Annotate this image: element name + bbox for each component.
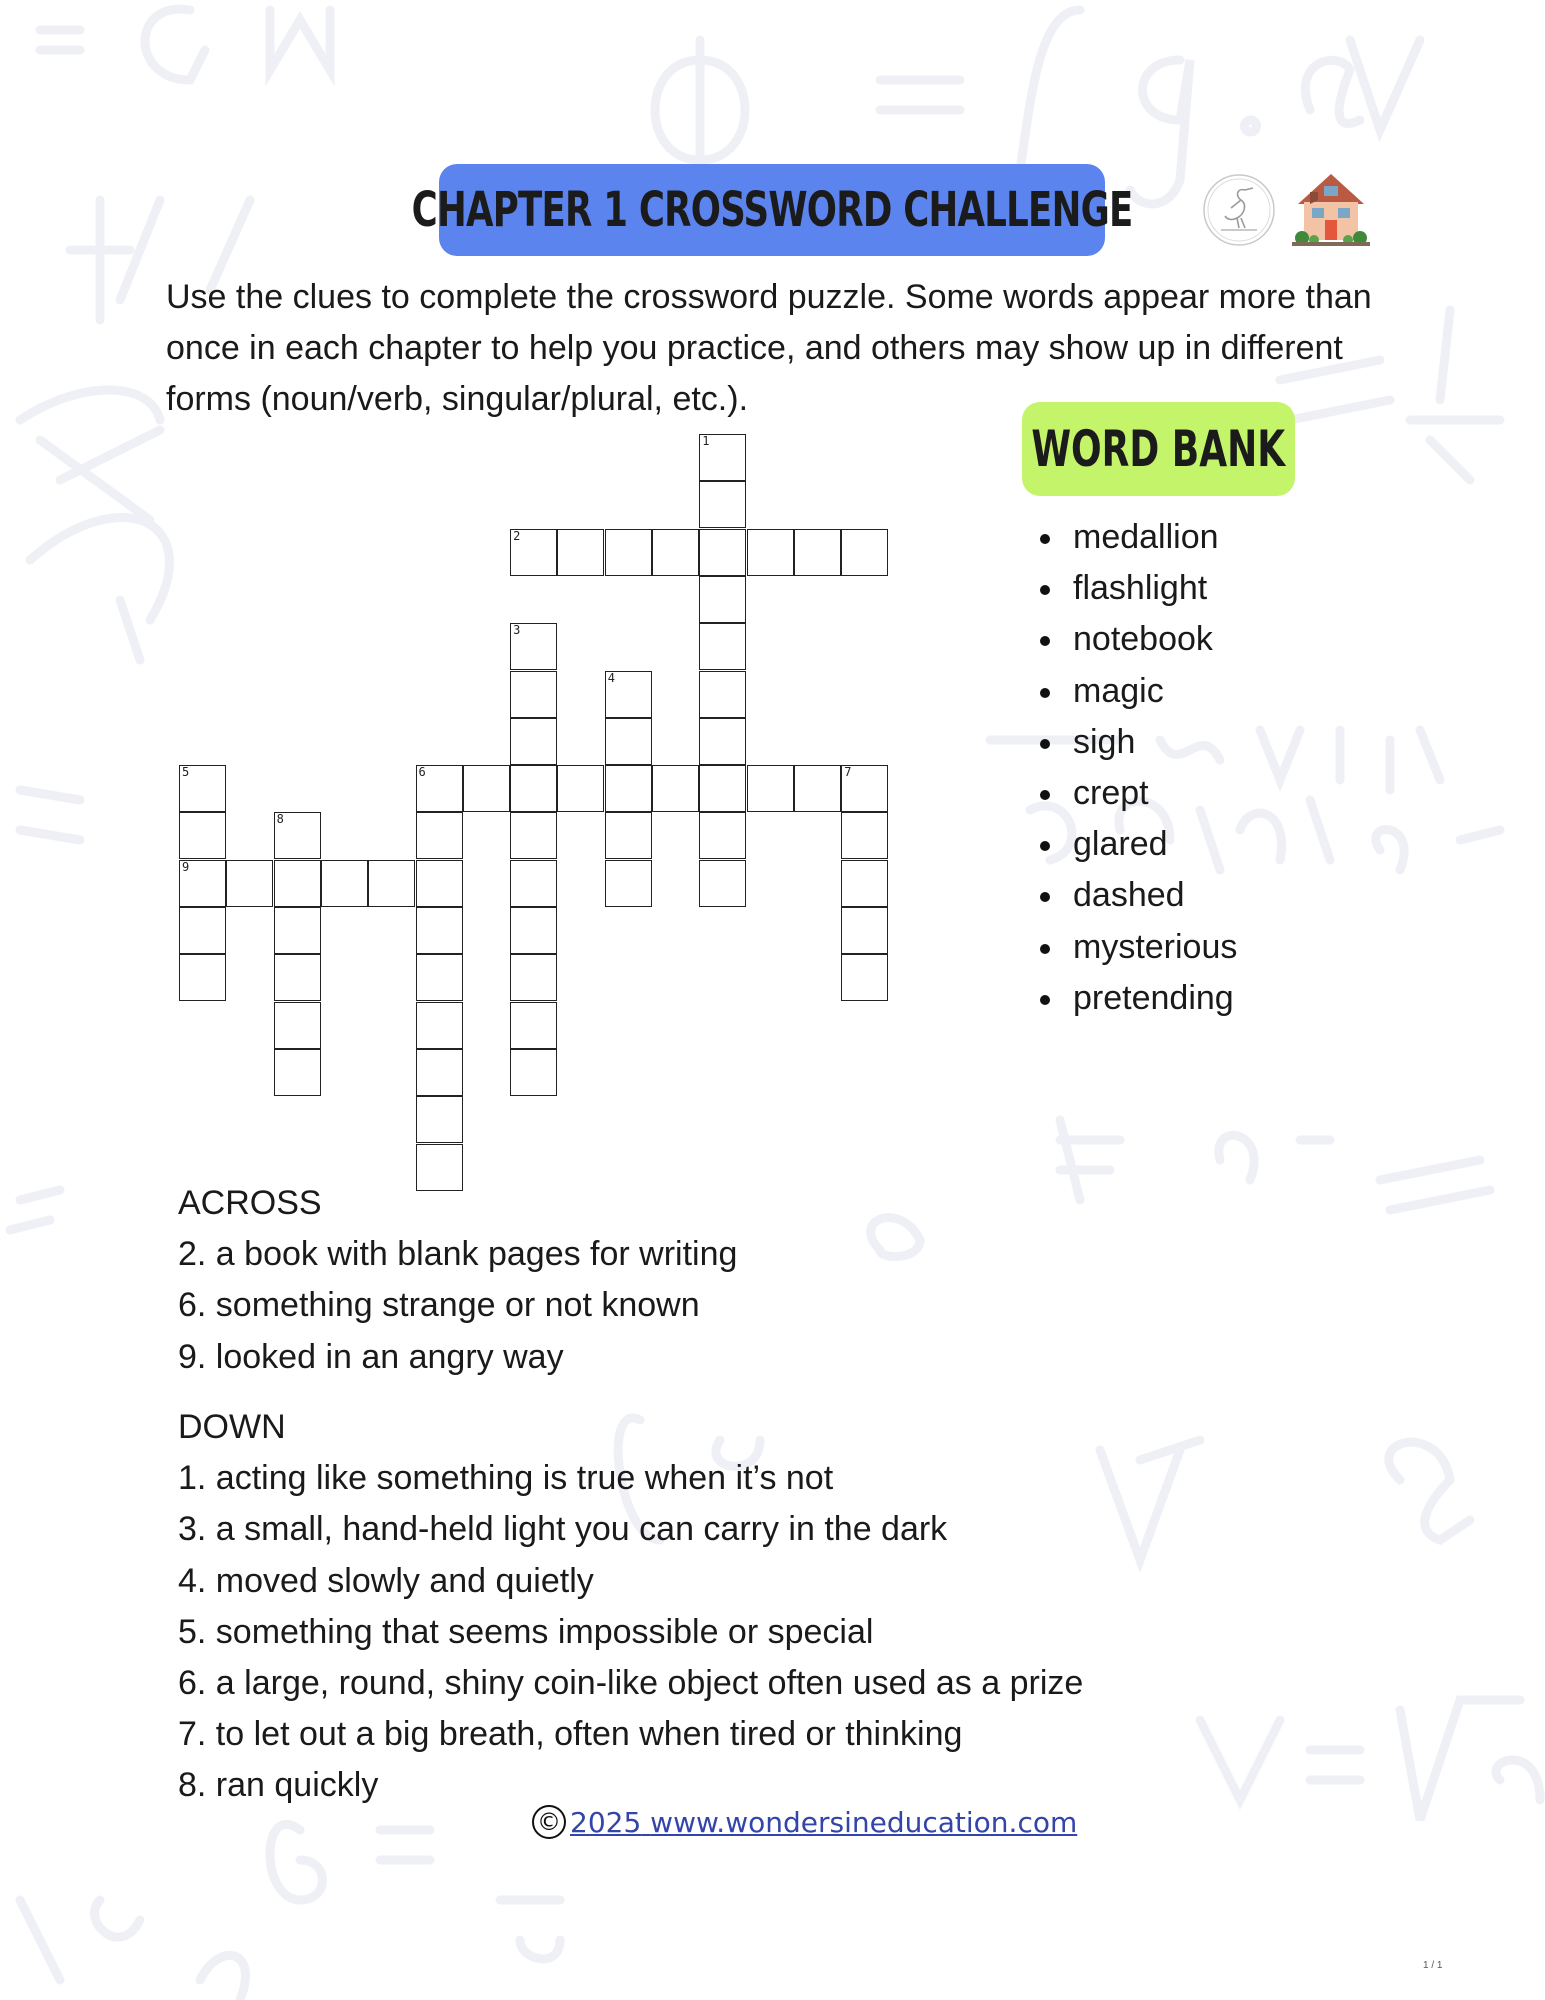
crossword-cell[interactable] (179, 954, 226, 1001)
website-link[interactable] (570, 1806, 1077, 1839)
crossword-cell[interactable] (510, 907, 557, 954)
across-clue: 9. looked in an angry way (178, 1337, 564, 1376)
crossword-cell[interactable] (510, 860, 557, 907)
crossword-cell[interactable] (274, 1002, 321, 1049)
crossword-cell[interactable] (510, 812, 557, 859)
crossword-cell[interactable] (794, 529, 841, 576)
word-bank-item: mysterious (1040, 922, 1237, 973)
footer (532, 1805, 1077, 1839)
word-bank-item: magic (1040, 666, 1237, 717)
crossword-cell[interactable] (510, 718, 557, 765)
word-bank-item: sigh (1040, 717, 1237, 768)
word-bank-item: glared (1040, 819, 1237, 870)
crossword-cell[interactable] (747, 529, 794, 576)
crossword-cell[interactable] (510, 1002, 557, 1049)
crossword-cell[interactable] (416, 1049, 463, 1096)
page-number: 1 / 1 (1423, 1960, 1443, 1971)
crossword-cell[interactable] (699, 481, 746, 528)
down-clue: 6. a large, round, shiny coin-like object often used as a prize (178, 1663, 1084, 1702)
clue-number: 6 (418, 765, 426, 780)
crossword-cell[interactable] (510, 671, 557, 718)
word-bank-item: flashlight (1040, 563, 1237, 614)
crossword-cell[interactable] (699, 529, 746, 576)
crossword-cell[interactable] (416, 954, 463, 1001)
crossword-cell[interactable] (510, 1049, 557, 1096)
word-bank-item: crept (1040, 768, 1237, 819)
crossword-cell[interactable] (605, 671, 652, 718)
crossword-cell[interactable] (510, 765, 557, 812)
crossword-cell[interactable] (841, 812, 888, 859)
down-clue: 8. ran quickly (178, 1766, 379, 1805)
crossword-cell[interactable] (510, 529, 557, 576)
crossword-cell[interactable] (794, 765, 841, 812)
crossword-cell[interactable] (416, 812, 463, 859)
across-clues (178, 1178, 737, 1383)
clue-number: 8 (276, 812, 284, 827)
page-title: CHAPTER 1 CROSSWORD CHALLENGE (411, 182, 1133, 238)
crossword-cell[interactable] (699, 765, 746, 812)
down-clue: 4. moved slowly and quietly (178, 1561, 594, 1600)
crossword-cell[interactable] (368, 860, 415, 907)
clue-number: 2 (513, 528, 521, 543)
intro-text: Use the clues to complete the crossword puzzle. Some words appear more than once in each chapter to help you practice, and others may show up in different forms (noun/verb, singular/plural, etc.). (166, 278, 1372, 418)
crossword-cell[interactable] (652, 765, 699, 812)
crossword-cell[interactable] (179, 765, 226, 812)
crossword-cell[interactable] (699, 812, 746, 859)
crossword-cell[interactable] (605, 812, 652, 859)
clue-number: 5 (182, 765, 190, 780)
crossword-cell[interactable] (699, 623, 746, 670)
crossword-cell[interactable] (416, 860, 463, 907)
crossword-cell[interactable] (841, 907, 888, 954)
crossword-cell[interactable] (274, 954, 321, 1001)
crossword-cell[interactable] (841, 954, 888, 1001)
crossword-cell[interactable] (416, 1002, 463, 1049)
crossword-cell[interactable] (605, 765, 652, 812)
crossword-cell[interactable] (652, 529, 699, 576)
crossword-cell[interactable] (747, 765, 794, 812)
crossword-cell[interactable] (274, 812, 321, 859)
clue-number: 3 (513, 623, 521, 638)
crossword-cell[interactable] (510, 623, 557, 670)
crossword-cell[interactable] (605, 718, 652, 765)
crossword-cell[interactable] (179, 812, 226, 859)
crossword-cell[interactable] (179, 907, 226, 954)
clue-number: 9 (182, 859, 190, 874)
down-clue: 1. acting like something is true when it’s not (178, 1459, 834, 1498)
down-clues (178, 1402, 1083, 1812)
across-clue: 2. a book with blank pages for writing (178, 1235, 738, 1274)
clue-number: 7 (844, 765, 852, 780)
copyright-icon: © (532, 1805, 566, 1839)
crossword-cell[interactable] (557, 529, 604, 576)
crossword-cell[interactable] (557, 765, 604, 812)
crossword-cell[interactable] (510, 954, 557, 1001)
crossword-cell[interactable] (226, 860, 273, 907)
across-clue: 6. something strange or not known (178, 1286, 700, 1325)
crossword-cell[interactable] (699, 671, 746, 718)
crossword-cell[interactable] (699, 434, 746, 481)
crossword-cell[interactable] (699, 576, 746, 623)
crossword-cell[interactable] (605, 529, 652, 576)
crossword-cell[interactable] (416, 1096, 463, 1143)
down-clue: 7. to let out a big breath, often when tired or thinking (178, 1715, 963, 1754)
down-clue: 5. something that seems impossible or special (178, 1612, 874, 1651)
crossword-cell[interactable] (274, 907, 321, 954)
crossword-cell[interactable] (841, 765, 888, 812)
crossword-cell[interactable] (841, 529, 888, 576)
crossword-cell[interactable] (841, 860, 888, 907)
footer-year: 2025 (570, 1805, 642, 1839)
word-bank-item: pretending (1040, 973, 1237, 1024)
word-bank-item: medallion (1040, 512, 1237, 563)
across-heading: ACROSS (178, 1184, 322, 1222)
footer-site: www.wondersineducation.com (650, 1805, 1078, 1839)
word-bank-item: notebook (1040, 614, 1237, 665)
crossword-cell[interactable] (179, 860, 226, 907)
crossword-cell[interactable] (699, 718, 746, 765)
crossword-cell[interactable] (274, 860, 321, 907)
word-bank-item: dashed (1040, 870, 1237, 921)
crossword-cell[interactable] (605, 860, 652, 907)
down-clue: 3. a small, hand-held light you can carry in the dark (178, 1510, 948, 1549)
crossword-cell[interactable] (416, 765, 463, 812)
clue-number: 1 (702, 434, 710, 448)
crossword-cell[interactable] (699, 860, 746, 907)
crossword-cell[interactable] (463, 765, 510, 812)
word-bank-title: WORD BANK (1031, 420, 1286, 478)
clue-number: 4 (607, 670, 615, 685)
down-heading: DOWN (178, 1408, 286, 1446)
crossword-cell[interactable] (416, 907, 463, 954)
crossword-cell[interactable] (274, 1049, 321, 1096)
crossword-cell[interactable] (321, 860, 368, 907)
